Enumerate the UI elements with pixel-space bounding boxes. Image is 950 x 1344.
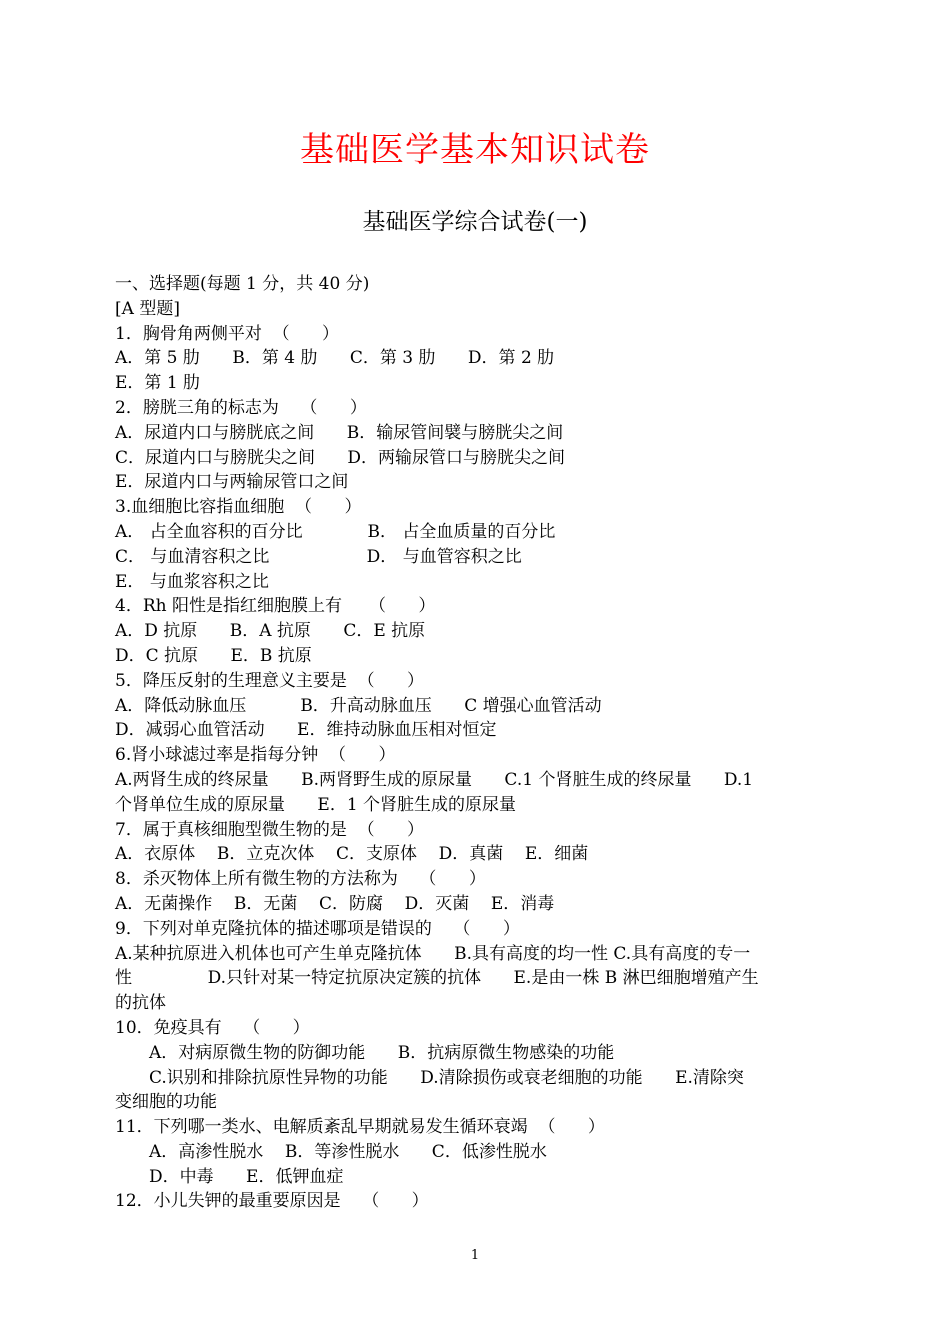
text-line: 性 D.只针对某一特定抗原决定簇的抗体 E.是由一株 B 淋巴细胞增殖产生 bbox=[115, 968, 759, 989]
text-line: D．C 抗原 E．B 抗原 bbox=[115, 645, 312, 666]
text-line: 变细胞的功能 bbox=[115, 1092, 217, 1113]
page-number: 1 bbox=[470, 1248, 480, 1263]
text-line: C．尿道内口与膀胱尖之间 D．两输尿管口与膀胱尖之间 bbox=[115, 447, 566, 468]
text-line: C.识别和排除抗原性异物的功能 D.清除损伤或衰老细胞的功能 E.清除突 bbox=[149, 1067, 744, 1088]
text-line: A．衣原体 B．立克次体 C．支原体 D．真菌 E．细菌 bbox=[115, 844, 589, 865]
text-line: D．减弱心血管活动 E．维持动脉血压相对恒定 bbox=[115, 720, 497, 741]
text-line: A．尿道内口与膀胱底之间 B．输尿管间襞与膀胱尖之间 bbox=[115, 422, 564, 443]
text-line: A． 占全血容积的百分比 B． 占全血质量的百分比 bbox=[115, 521, 556, 542]
text-line: 11．下列哪一类水、电解质紊乱早期就易发生循环衰竭 （ ） bbox=[115, 1117, 605, 1138]
text-line: E．第 1 肋 bbox=[115, 373, 201, 394]
text-line: 5．降压反射的生理意义主要是 （ ） bbox=[115, 670, 425, 691]
text-line: 6.肾小球滤过率是指每分钟 （ ） bbox=[115, 745, 396, 766]
text-line: 2．膀胱三角的标志为 （ ） bbox=[115, 397, 367, 418]
text-line: E．尿道内口与两输尿管口之间 bbox=[115, 472, 349, 493]
text-line: 3.血细胞比容指血细胞 （ ） bbox=[115, 497, 362, 518]
text-line: A．无菌操作 B．无菌 C．防腐 D．灭菌 E．消毒 bbox=[115, 893, 555, 914]
text-line: 个肾单位生成的原尿量 E．1 个肾脏生成的原尿量 bbox=[115, 794, 517, 815]
text-line: 1．胸骨角两侧平对 （ ） bbox=[115, 323, 340, 344]
text-line: [A 型题] bbox=[115, 298, 180, 319]
text-line: 4．Rh 阳性是指红细胞膜上有 （ ） bbox=[115, 596, 436, 617]
text-line: A．对病原微生物的防御功能 B．抗病原微生物感染的功能 bbox=[149, 1042, 615, 1063]
text-line: 8．杀灭物体上所有微生物的方法称为 （ ） bbox=[115, 869, 486, 890]
question-body bbox=[115, 272, 840, 1214]
text-line: C． 与血清容积之比 D． 与血管容积之比 bbox=[115, 546, 522, 567]
text-line: 7．属于真核细胞型微生物的是 （ ） bbox=[115, 819, 425, 840]
document-title: 基础医学基本知识试卷 bbox=[300, 130, 650, 170]
exam-subtitle: 基础医学综合试卷(一) bbox=[362, 209, 588, 235]
text-line: A.某种抗原进入机体也可产生单克隆抗体 B.具有高度的均一性 C.具有高度的专一 bbox=[115, 943, 751, 964]
text-line: 9．下列对单克隆抗体的描述哪项是错误的 （ ） bbox=[115, 918, 520, 939]
text-line: 10．免疫具有 （ ） bbox=[115, 1017, 310, 1038]
text-line: A.两肾生成的终尿量 B.两肾野生成的原尿量 C.1 个肾脏生成的终尿量 D.1 bbox=[115, 769, 754, 790]
text-line: A．第 5 肋 B．第 4 肋 C．第 3 肋 D．第 2 肋 bbox=[115, 348, 555, 369]
text-line: A．高渗性脱水 B．等渗性脱水 C．低渗性脱水 bbox=[149, 1141, 547, 1162]
text-line: 的抗体 bbox=[115, 993, 166, 1014]
text-line: A．降低动脉血压 B．升高动脉血压 C 增强心血管活动 bbox=[115, 695, 602, 716]
text-line: E． 与血浆容积之比 bbox=[115, 571, 269, 592]
text-line: A．D 抗原 B．A 抗原 C．E 抗原 bbox=[115, 621, 426, 642]
text-line: 12．小儿失钾的最重要原因是 （ ） bbox=[115, 1191, 429, 1212]
text-line: 一、选择题(每题 1 分，共 40 分) bbox=[115, 274, 370, 294]
text-line: D．中毒 E．低钾血症 bbox=[149, 1166, 344, 1187]
